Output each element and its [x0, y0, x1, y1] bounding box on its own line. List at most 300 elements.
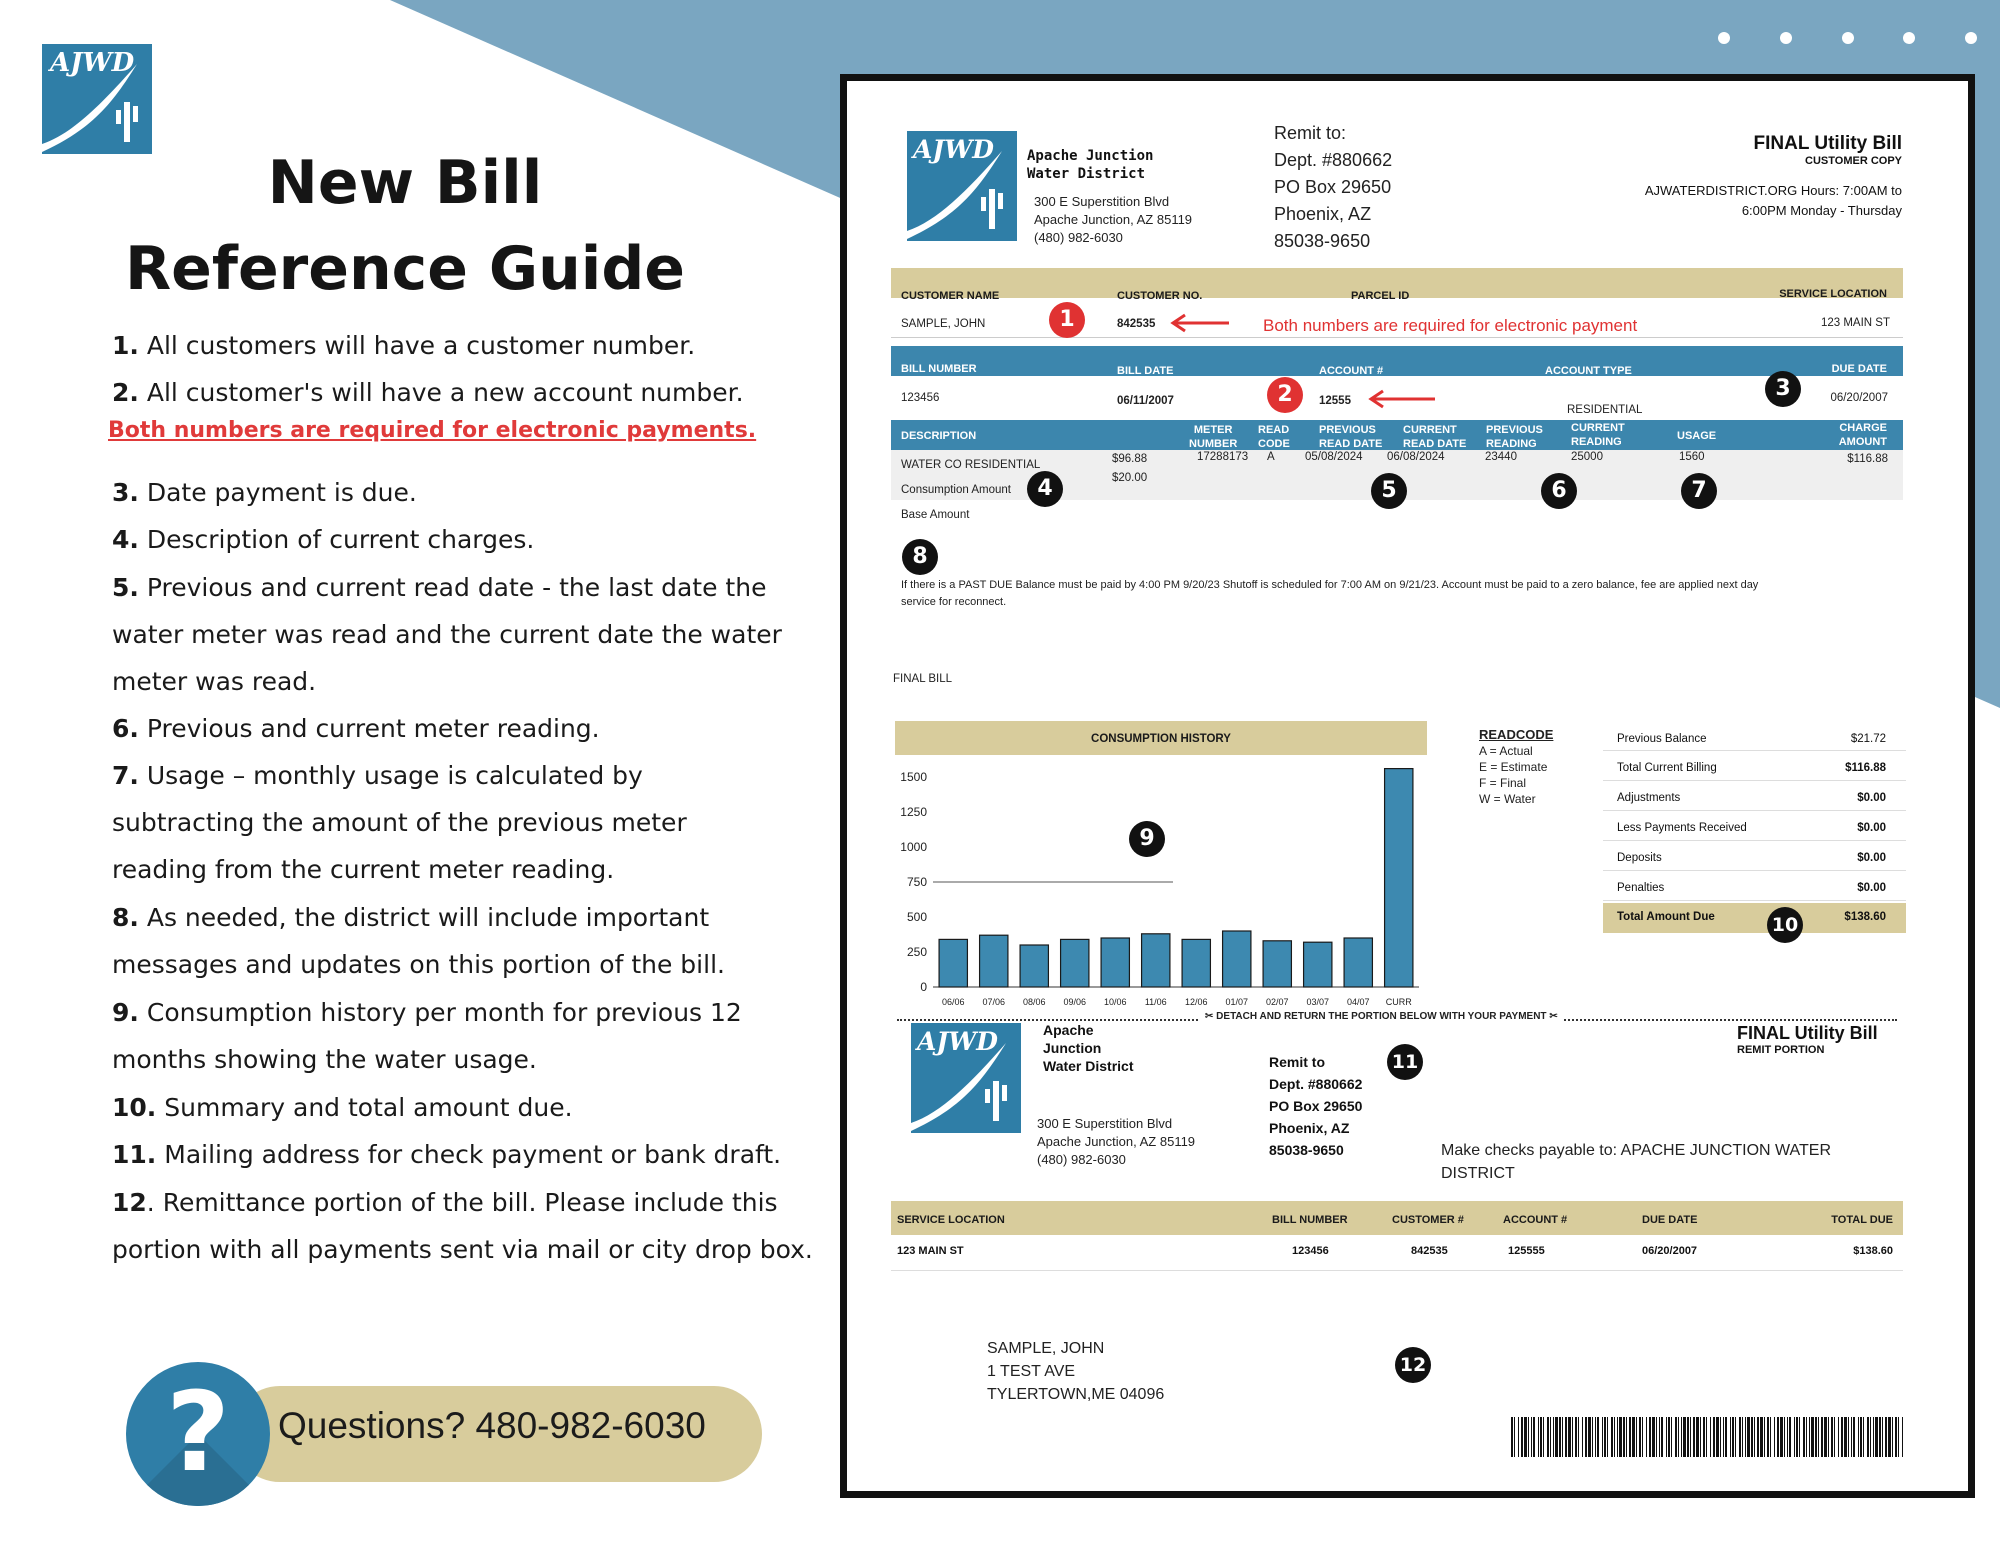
summary-row: [1603, 811, 1906, 841]
barcode-bar: [1646, 1417, 1647, 1457]
summary-label: Adjustments: [1617, 792, 1681, 804]
barcode-bar: [1863, 1417, 1864, 1457]
item-text: All customers will have a customer number.: [146, 331, 696, 360]
barcode-bar: [1730, 1417, 1731, 1457]
barcode-bar: [1841, 1417, 1843, 1457]
barcode-bar: [1725, 1417, 1727, 1457]
chart-bar: [1020, 945, 1048, 987]
current-read-date: 06/08/2024: [1387, 451, 1445, 463]
summary-row: [1603, 841, 1906, 871]
x-tick-label: CURR: [1385, 997, 1412, 1007]
summary-value: $0.00: [1857, 852, 1886, 864]
barcode-bar: [1602, 1417, 1603, 1457]
guide-item: [112, 705, 832, 752]
barcode-bar: [1619, 1417, 1622, 1457]
barcode-bar: [1716, 1417, 1719, 1457]
remit-total-due: $138.60: [1853, 1245, 1893, 1257]
district-line: Junction: [1043, 1040, 1102, 1056]
barcode-bar: [1565, 1417, 1567, 1457]
barcode-bar: [1666, 1417, 1667, 1457]
district-phone: (480) 982-6030: [1037, 1152, 1126, 1167]
mailing-address: [987, 1337, 1164, 1406]
barcode-bar: [1809, 1417, 1810, 1457]
barcode-bar: [1777, 1417, 1779, 1457]
description-line: WATER CO RESIDENTIAL: [901, 459, 1041, 471]
remit-line: Remit to: [1269, 1054, 1325, 1070]
barcode-bar: [1875, 1417, 1878, 1457]
y-tick-label: 250: [906, 945, 927, 959]
label: NUMBER: [1189, 438, 1238, 450]
barcode-bar: [1592, 1417, 1593, 1457]
decor-dot: [1780, 32, 1792, 44]
barcode-bar: [1642, 1417, 1643, 1457]
summary-value: $0.00: [1857, 792, 1886, 804]
badge-12: 12: [1395, 1347, 1431, 1383]
message-line: If there is a PAST DUE Balance must be paid by 4:00 PM 9/20/23 Shutoff is scheduled for 7:00 AM on 9/21/23. Account must be paid to a zero balance, fee are applied next day: [901, 579, 1759, 591]
y-tick-label: 0: [920, 980, 927, 994]
barcode-bar: [1514, 1417, 1515, 1457]
barcode-bar: [1710, 1417, 1711, 1457]
barcode-bar: [1568, 1417, 1571, 1457]
barcode-bar: [1838, 1417, 1839, 1457]
barcode-bar: [1888, 1417, 1891, 1457]
guide-item: [112, 1131, 832, 1178]
barcode-bar: [1834, 1417, 1835, 1457]
remit-row: [891, 1235, 1903, 1271]
barcode-bar: [1774, 1417, 1775, 1457]
service-location: 123 MAIN ST: [1820, 317, 1890, 329]
barcode-bar: [1844, 1417, 1847, 1457]
header-customer-no: CUSTOMER NO.: [1117, 290, 1203, 302]
barcode-bar: [1870, 1417, 1871, 1457]
barcode-bar: [1892, 1417, 1893, 1457]
barcode-bar: [1742, 1417, 1743, 1457]
label: PREVIOUS: [1486, 424, 1543, 436]
due-date: 06/20/2007: [1830, 392, 1888, 404]
item-number: 7.: [112, 761, 139, 790]
badge-10: 10: [1767, 907, 1803, 943]
chart-bar: [1304, 942, 1332, 987]
barcode-bar: [1595, 1417, 1596, 1457]
question-mark-icon: ?: [126, 1362, 270, 1506]
readcode-item: W = Water: [1479, 792, 1536, 806]
label: CURRENT: [1403, 424, 1457, 436]
remit-district-name: [1043, 1021, 1134, 1075]
barcode-bar: [1550, 1417, 1551, 1457]
barcode-bar: [1818, 1417, 1819, 1457]
description-amounts: [1112, 450, 1147, 488]
barcode-bar: [1578, 1417, 1579, 1457]
x-tick-label: 04/07: [1346, 997, 1370, 1007]
bill-date: 06/11/2007: [1117, 395, 1174, 407]
readcode-item: E = Estimate: [1479, 760, 1548, 774]
label: READING: [1571, 436, 1622, 448]
remit-account-number: 125555: [1508, 1245, 1545, 1257]
arrow-left-icon: [1169, 313, 1231, 333]
barcode-bar: [1713, 1417, 1715, 1457]
badge-4: 4: [1027, 471, 1063, 507]
remit-title-block: [1737, 1023, 1878, 1056]
logo-swoosh-icon: [42, 44, 152, 154]
message-line: service for reconnect.: [901, 596, 1007, 608]
address-line2: Apache Junction, AZ 85119: [1037, 1134, 1196, 1149]
barcode-bar: [1678, 1417, 1679, 1457]
decor-dot: [1903, 32, 1915, 44]
barcode-bar: [1885, 1417, 1887, 1457]
guide-title-line2: Reference Guide: [124, 234, 685, 304]
barcode-bar: [1732, 1417, 1734, 1457]
total-value: $138.60: [1844, 911, 1886, 923]
barcode-bar: [1703, 1417, 1705, 1457]
address-line1: 300 E Superstition Blvd: [1037, 1116, 1173, 1131]
address-line2: Apache Junction, AZ 85119: [1034, 212, 1193, 227]
barcode-bar: [1611, 1417, 1613, 1457]
barcode-bar: [1632, 1417, 1635, 1457]
barcode-bar: [1533, 1417, 1535, 1457]
barcode-bar: [1626, 1417, 1627, 1457]
item-number: 12: [112, 1188, 147, 1217]
barcode-bar: [1582, 1417, 1583, 1457]
bill-logo: [907, 131, 1017, 241]
decor-dot: [1842, 32, 1854, 44]
x-tick-label: 12/06: [1184, 997, 1208, 1007]
label: CURRENT: [1571, 422, 1625, 434]
bill-header-bar: [891, 346, 1903, 376]
barcode-bar: [1659, 1417, 1660, 1457]
barcode-bar: [1824, 1417, 1827, 1457]
label: CHARGE: [1839, 422, 1887, 434]
summary-value: $116.88: [1845, 762, 1886, 774]
barcode-bar: [1873, 1417, 1874, 1457]
y-tick-label: 500: [906, 910, 927, 924]
summary-value: $0.00: [1857, 882, 1886, 894]
barcode-bar: [1617, 1417, 1618, 1457]
important-message: [901, 577, 1891, 611]
description-line: Base Amount: [901, 509, 970, 521]
item-text: Previous and current meter reading.: [146, 714, 600, 743]
barcode-bar: [1543, 1417, 1544, 1457]
summary-row: [1603, 751, 1906, 781]
header-bill-number: BILL NUMBER: [1272, 1214, 1348, 1226]
website-line2: 6:00PM Monday - Thursday: [1741, 203, 1902, 218]
barcode-bar: [1796, 1417, 1798, 1457]
barcode-bar: [1757, 1417, 1759, 1457]
barcode-bar: [1815, 1417, 1817, 1457]
summary-value: $21.72: [1850, 733, 1886, 745]
item-number: 5.: [112, 573, 139, 602]
header-service-location: SERVICE LOCATION: [897, 1214, 1005, 1226]
decor-dot: [1965, 32, 1977, 44]
barcode-bar: [1764, 1417, 1765, 1457]
chart-bar: [1223, 931, 1251, 987]
mail-line: 1 TEST AVE: [987, 1363, 1076, 1380]
district-name: [1027, 147, 1153, 183]
y-tick-label: 1000: [900, 840, 927, 854]
remit-line: Dept. #880662: [1269, 1076, 1363, 1092]
remit-address: [1274, 120, 1392, 255]
guide-title-line1: New Bill: [267, 148, 543, 218]
header-customer-name: CUSTOMER NAME: [901, 290, 1000, 302]
badge-2: 2: [1267, 377, 1303, 413]
address-line1: 300 E Superstition Blvd: [1034, 194, 1170, 209]
barcode-bar: [1604, 1417, 1606, 1457]
customer-number: 842535: [1117, 318, 1156, 330]
barcode-bar: [1720, 1417, 1721, 1457]
description-lines: [901, 453, 1040, 528]
barcode-bar: [1811, 1417, 1814, 1457]
barcode-bar: [1828, 1417, 1829, 1457]
chart-bar: [1344, 938, 1372, 987]
description-line: Consumption Amount: [901, 484, 1011, 496]
decor-dot: [1718, 32, 1730, 44]
barcode-bar: [1555, 1417, 1558, 1457]
barcode-bar: [1661, 1417, 1663, 1457]
barcode-bar: [1585, 1417, 1587, 1457]
barcode-bar: [1789, 1417, 1791, 1457]
badge-1: 1: [1049, 302, 1085, 338]
barcode-bar: [1687, 1417, 1689, 1457]
chart-bar: [1182, 939, 1210, 987]
barcode-bar: [1671, 1417, 1672, 1457]
header-current-read-date: [1403, 423, 1466, 451]
mail-line: SAMPLE, JOHN: [987, 1340, 1105, 1357]
charge-amount: $116.88: [1847, 453, 1888, 465]
total-row: [1603, 903, 1906, 933]
remit-service-location: 123 MAIN ST: [897, 1245, 964, 1257]
item-number: 8.: [112, 903, 139, 932]
chart-bar: [1263, 941, 1291, 987]
detach-instruction: [1199, 1011, 1564, 1022]
x-tick-label: 02/07: [1265, 997, 1289, 1007]
barcode-bar: [1799, 1417, 1800, 1457]
remit-logo: [911, 1023, 1021, 1133]
barcode-bar: [1559, 1417, 1561, 1457]
label: AMOUNT: [1838, 436, 1887, 448]
barcode-bar: [1636, 1417, 1637, 1457]
label: READ DATE: [1319, 438, 1383, 450]
meter-number: 17288173: [1197, 451, 1249, 463]
questions-phone[interactable]: Questions? 480-982-6030: [278, 1405, 706, 1446]
barcode-bar: [1851, 1417, 1852, 1457]
barcode-bar: [1652, 1417, 1655, 1457]
bill-title: FINAL Utility Bill: [1753, 133, 1902, 154]
remit-subtitle: REMIT PORTION: [1737, 1044, 1825, 1056]
barcode-bar: [1572, 1417, 1573, 1457]
customer-name: SAMPLE, JOHN: [901, 318, 986, 330]
barcode-bar: [1531, 1417, 1532, 1457]
barcode-bar: [1767, 1417, 1769, 1457]
barcode-bar: [1821, 1417, 1823, 1457]
barcode-bar: [1895, 1417, 1897, 1457]
badge-8: 8: [902, 539, 938, 575]
chart-bar: [1061, 939, 1089, 987]
detach-text: DETACH AND RETURN THE PORTION BELOW WITH YOUR PAYMENT: [1216, 1011, 1547, 1022]
guide-item: [112, 516, 832, 563]
chart-bar: [1385, 769, 1413, 987]
electronic-payment-warning: Both numbers are required for electronic payments.: [108, 418, 757, 443]
item-number: 6.: [112, 714, 139, 743]
summary-table: [1603, 721, 1906, 933]
chart-title: CONSUMPTION HISTORY: [1091, 733, 1231, 745]
arrow-left-icon: [1367, 389, 1437, 409]
summary-row: [1603, 871, 1906, 901]
barcode-bar: [1853, 1417, 1855, 1457]
remit-line: 85038-9650: [1269, 1142, 1344, 1158]
chart-bar: [1142, 934, 1170, 987]
x-tick-label: 01/07: [1225, 997, 1249, 1007]
badge-5: 5: [1371, 473, 1407, 509]
website-line1: AJWATERDISTRICT.ORG Hours: 7:00AM to: [1644, 183, 1902, 198]
barcode-bar: [1623, 1417, 1625, 1457]
header-service-location: SERVICE LOCATION: [1779, 288, 1887, 300]
readcode-item: A = Actual: [1479, 744, 1533, 758]
guide-item: [112, 564, 817, 705]
barcode-bar: [1524, 1417, 1527, 1457]
barcode-bar: [1690, 1417, 1691, 1457]
barcode-bar: [1706, 1417, 1707, 1457]
barcode-bar: [1751, 1417, 1753, 1457]
barcode-bar: [1629, 1417, 1631, 1457]
y-tick-label: 1250: [900, 805, 927, 819]
barcode-bar: [1780, 1417, 1783, 1457]
barcode-bar: [1848, 1417, 1849, 1457]
header-usage: USAGE: [1677, 430, 1717, 442]
readcode-legend: [1479, 727, 1553, 807]
mail-line: TYLERTOWN,ME 04096: [987, 1386, 1165, 1403]
readcode-title: READCODE: [1479, 727, 1554, 742]
item-text: Usage – monthly usage is calculated by subtracting the amount of the previous meter reading from the current meter reading.: [112, 761, 687, 884]
label: READ: [1258, 424, 1290, 436]
remit-due-date: 06/20/2007: [1642, 1245, 1698, 1257]
district-phone: (480) 982-6030: [1034, 230, 1123, 245]
barcode-bar: [1898, 1417, 1899, 1457]
barcode-bar: [1588, 1417, 1591, 1457]
bill-number: 123456: [901, 392, 940, 404]
barcode-bar: [1700, 1417, 1701, 1457]
barcode-bar: [1803, 1417, 1805, 1457]
final-bill-label: FINAL BILL: [893, 673, 953, 685]
barcode-bar: [1538, 1417, 1539, 1457]
barcode-bar: [1668, 1417, 1670, 1457]
header-customer-number: CUSTOMER #: [1392, 1214, 1464, 1226]
guide-item: [112, 1084, 832, 1131]
barcode-bar: [1867, 1417, 1869, 1457]
barcode-bar: [1639, 1417, 1641, 1457]
badge-7: 7: [1681, 473, 1717, 509]
logo-swoosh-icon: [907, 131, 1017, 241]
item-number: 3.: [112, 478, 139, 507]
badge-9: 9: [1129, 821, 1165, 857]
bill-title-block: [1645, 133, 1902, 221]
y-tick-label: 1500: [900, 770, 927, 784]
barcode-bar: [1902, 1417, 1903, 1457]
header-read-code: [1258, 423, 1290, 451]
account-type: RESIDENTIAL: [1567, 404, 1643, 416]
label: METER: [1193, 424, 1233, 436]
guide-item: [112, 322, 832, 369]
ajwd-logo: [42, 44, 152, 154]
website-hours: [1645, 181, 1902, 221]
barcode-bar: [1649, 1417, 1651, 1457]
chart-bar: [980, 935, 1008, 987]
barcode-bar: [1683, 1417, 1686, 1457]
barcode-bar: [1882, 1417, 1883, 1457]
remit-line: Phoenix, AZ: [1269, 1120, 1350, 1136]
barcode-bar: [1575, 1417, 1577, 1457]
badge-6: 6: [1541, 473, 1577, 509]
scissors-icon: ✂: [1549, 1011, 1558, 1022]
copy-label: CUSTOMER COPY: [1805, 155, 1902, 167]
guide-item: [112, 752, 752, 893]
barcode-bar: [1521, 1417, 1523, 1457]
checks-payable: [1441, 1139, 1831, 1185]
header-previous-read-date: [1319, 423, 1382, 451]
summary-label: Less Payments Received: [1617, 822, 1747, 834]
barcode-bar: [1675, 1417, 1677, 1457]
checks-line: Make checks payable to: APACHE JUNCTION WATER: [1441, 1142, 1832, 1159]
summary-value: $0.00: [1857, 822, 1886, 834]
item-text: Consumption history per month for previous 12 months showing the water usage.: [112, 998, 742, 1074]
x-tick-label: 11/06: [1144, 997, 1167, 1007]
remit-line: Remit to:: [1274, 123, 1347, 143]
header-due-date: DUE DATE: [1642, 1214, 1698, 1226]
barcode-bar: [1614, 1417, 1615, 1457]
summary-label: Total Current Billing: [1617, 762, 1717, 774]
district-address: [1034, 193, 1192, 247]
summary-label: Penalties: [1617, 882, 1665, 894]
barcode-bar: [1806, 1417, 1807, 1457]
item-text: All customer's will have a new account number.: [146, 378, 744, 407]
header-bill-number: BILL NUMBER: [901, 363, 977, 375]
remit-line: Dept. #880662: [1274, 150, 1393, 170]
summary-label: Deposits: [1617, 852, 1662, 864]
chart-bar: [939, 939, 967, 987]
header-parcel-id: PARCEL ID: [1351, 290, 1410, 302]
label: PREVIOUS: [1319, 424, 1376, 436]
barcode-bar: [1739, 1417, 1741, 1457]
barcode-bar: [1518, 1417, 1519, 1457]
account-number: 12555: [1319, 395, 1351, 407]
remit-portion-address: [1269, 1051, 1362, 1161]
label: CODE: [1258, 438, 1290, 450]
guide-item: [112, 894, 812, 988]
barcode-bar: [1696, 1417, 1699, 1457]
badge-3: 3: [1765, 371, 1801, 407]
barcode-bar: [1528, 1417, 1529, 1457]
chart-bar: [1101, 938, 1129, 987]
remit-title: FINAL Utility Bill: [1737, 1023, 1878, 1043]
barcode-bar: [1607, 1417, 1608, 1457]
remit-line: 85038-9650: [1274, 231, 1371, 251]
x-tick-label: 10/06: [1103, 997, 1127, 1007]
logo-text: AJWD: [50, 48, 135, 78]
header-due-date: DUE DATE: [1831, 363, 1887, 375]
item-number: 1.: [112, 331, 139, 360]
barcode-bar: [1879, 1417, 1881, 1457]
header-account: ACCOUNT #: [1319, 365, 1384, 377]
logo-swoosh-icon: [911, 1023, 1021, 1133]
barcode-bar: [1547, 1417, 1549, 1457]
guide-item: [112, 989, 812, 1083]
district-line: Apache: [1043, 1022, 1094, 1038]
summary-row: [1603, 781, 1906, 811]
item-text: Date payment is due.: [146, 478, 417, 507]
remit-line: PO Box 29650: [1269, 1098, 1363, 1114]
x-tick-label: 06/06: [941, 997, 965, 1007]
barcode-bar: [1511, 1417, 1513, 1457]
barcode-bar: [1656, 1417, 1657, 1457]
amount: $20.00: [1112, 472, 1148, 484]
